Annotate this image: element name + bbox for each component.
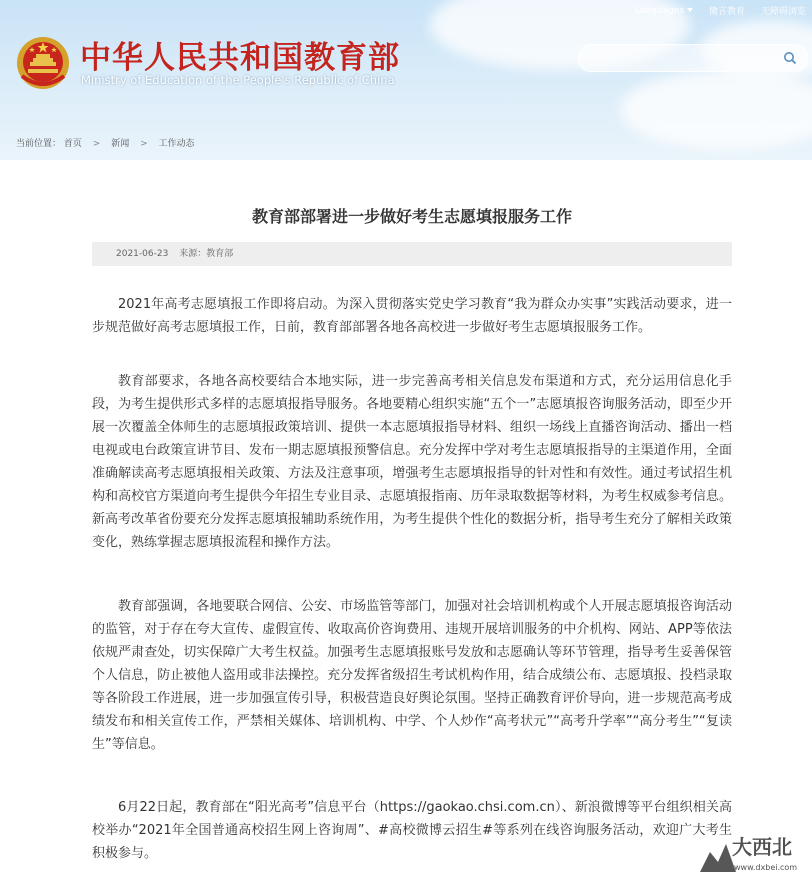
chevron-down-icon (687, 8, 693, 12)
languages-menu[interactable] (619, 6, 693, 16)
accessibility-link[interactable]: 无障碍浏览 (760, 7, 806, 17)
top-bar (603, 4, 806, 17)
article-paragraph-4: 6月22日起，教育部在“阳光高考”信息平台（https://gaokao.chsi.com.cn）、新浪微博等平台组织相关高校举办“2021年全国普通高校招生网上咨询周”、#高校微博云招生#等系列在线咨询服务活动，欢迎广大考生积极参与。 (92, 800, 732, 861)
breadcrumb-prefix: 当前位置： (16, 139, 62, 149)
breadcrumb (16, 136, 195, 149)
article-meta (92, 242, 732, 266)
watermark-text: 大西北 (732, 835, 792, 859)
breadcrumb-item-home[interactable]: 首页 (63, 139, 82, 149)
article-paragraph-3: 教育部强调，各地要联合网信、公安、市场监管等部门，加强对社会培训机构或个人开展志愿填报咨询活动的监管，对于存在夸大宣传、虚假宣传、收取高价咨询费用、违规开展培训服务的中介机构、网站、APP等依法依规严肃查处，切实保障广大考生权益。加强考生志愿填报账号发放和志愿确认等环节管理，指导考生妥善保管个人信息，防止被他人盗用或非法操控。充分发挥省级招生考试机构作用，结合成绩公布、志愿填报、投档录取等各阶段工作进展，进一步加强宣传引导，积极营造良好舆论氛围。坚持正确教育评价导向，进一步规范高考成绩发布和相关宣传工作，严禁相关媒体、培训机构、中学、个人炒作“高考状元”“高考升学率”“高分考生”“复读生”等信息。 (92, 599, 732, 752)
breadcrumb-separator: > (92, 139, 101, 149)
article-date: 2021-06-23 (116, 249, 169, 259)
watermark-logo (696, 822, 808, 876)
watermark-url: www.dxbei.com (734, 863, 798, 872)
languages-label: Languages (634, 5, 684, 16)
site-title-en: Ministry of Education of the People's Republic of China (81, 73, 395, 87)
search-input[interactable] (578, 44, 808, 72)
national-emblem-icon[interactable] (16, 36, 70, 90)
site-header (0, 0, 812, 160)
article-source: 来源：教育部 (179, 249, 234, 259)
article-title: 教育部部署进一步做好考生志愿填报服务工作 (251, 207, 572, 226)
breadcrumb-item-work-news[interactable]: 工作动态 (158, 139, 195, 149)
site-title-cn: 中华人民共和国教育部 (80, 40, 400, 76)
article-paragraph-1: 2021年高考志愿填报工作即将启动。为深入贯彻落实党史学习教育“我为群众办实事”实践活动要求，进一步规范做好高考志愿填报工作，日前，教育部部署各地各高校进一步做好考生志愿填报服务工作。 (92, 297, 732, 335)
breadcrumb-item-news[interactable]: 新闻 (111, 139, 130, 149)
search-icon[interactable] (783, 51, 797, 65)
article-paragraph-2: 教育部要求，各地各高校要结合本地实际，进一步完善高考相关信息发布渠道和方式，充分运用信息化手段，为考生提供形式多样的志愿填报指导服务。各地要精心组织实施“五个一”志愿填报咨询服务活动，即至少开展一次覆盖全体师生的志愿填报政策培训、提供一本志愿填报指导材料、组织一场线上直播咨询活动、播出一档电视或电台政策宣讲节目、发布一期志愿填报预警信息。充分发挥中学对考生志愿填报指导的主渠道作用，全面准确解读高考志愿填报相关政策、方法及注意事项，增强考生志愿填报指导的针对性和有效性。通过考试招生机构和高校官方渠道向考生提供今年招生专业目录、志愿填报指南、历年录取数据等材料，为考生权威参考信息。新高考改革省份要充分发挥志愿填报辅助系统作用，为考生提供个性化的数据分析，指导考生充分了解相关政策变化，熟练掌握志愿填报流程和操作方法。 (92, 374, 732, 550)
weibo-link[interactable]: 微言教育 (708, 7, 745, 17)
breadcrumb-separator: > (140, 139, 148, 149)
